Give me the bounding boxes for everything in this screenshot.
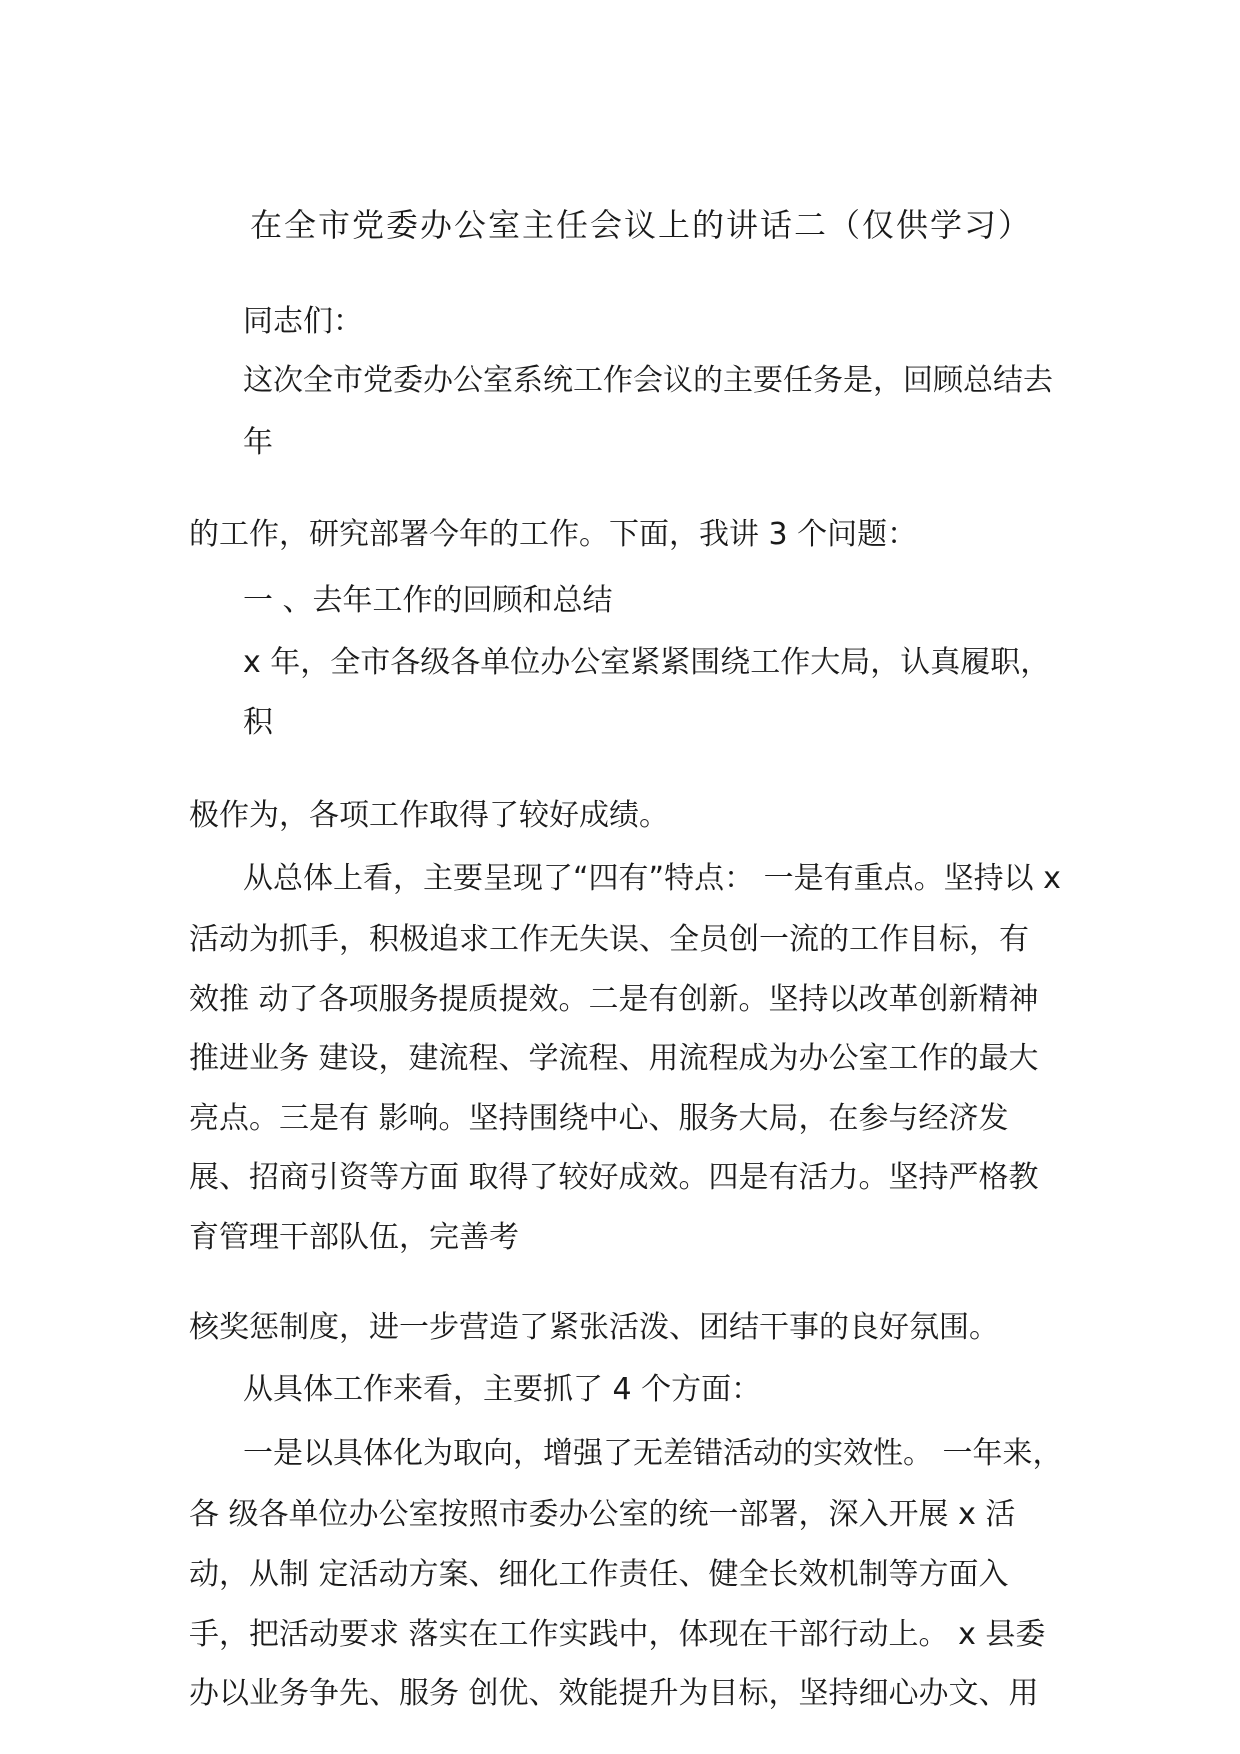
text-line: 的工作，研究部署今年的工作。下面，我讲 3 个问题：: [189, 517, 918, 552]
text-line: 育管理干部队伍，完善考: [189, 1220, 519, 1255]
text-line: 亮点。三是有 影响。坚持围绕中心、服务大局，在参与经济发: [189, 1101, 1009, 1136]
text-line: 这次全市党委办公室系统工作会议的主要任务是，回顾总结去: [243, 363, 1053, 398]
text-line: 展、招商引资等方面 取得了较好成效。四是有活力。坚持严格教: [189, 1160, 1039, 1195]
text-line: 核奖惩制度，进一步营造了紧张活泼、团结干事的良好氛围。: [189, 1310, 999, 1345]
section-heading: 一 、去年工作的回顾和总结: [243, 583, 613, 618]
text-line: 活动为抓手，积极追求工作无失误、全员创一流的工作目标，有: [189, 922, 1029, 957]
text-line: 年: [243, 425, 273, 460]
text-line: 办以业务争先、服务 创优、效能提升为目标，坚持细心办文、用: [189, 1676, 1039, 1711]
text-line: x 年，全市各级各单位办公室紧紧围绕工作大局，认真履职，: [243, 645, 1051, 680]
text-line: 动，从制 定活动方案、细化工作责任、健全长效机制等方面入: [189, 1557, 1009, 1592]
text-line: 从总体上看，主要呈现了“四有”特点： 一是有重点。坚持以 x: [243, 861, 1061, 896]
text-line: 各 级各单位办公室按照市委办公室的统一部署，深入开展 x 活: [189, 1497, 1016, 1532]
text-line: 极作为，各项工作取得了较好成绩。: [189, 798, 669, 833]
text-line: 积: [243, 705, 273, 740]
text-line: 同志们：: [243, 304, 363, 339]
text-line: 推进业务 建设，建流程、学流程、用流程成为办公室工作的最大: [189, 1041, 1039, 1076]
text-line: 手，把活动要求 落实在工作实践中，体现在干部行动上。 x 县委: [189, 1617, 1046, 1652]
document-title: 在全市党委办公室主任会议上的讲话二（仅供学习）: [250, 206, 1033, 244]
text-line: 效推 动了各项服务提质提效。二是有创新。坚持以改革创新精神: [189, 982, 1039, 1017]
text-line: 一是以具体化为取向，增强了无差错活动的实效性。 一年来，: [243, 1436, 1063, 1471]
text-line: 从具体工作来看，主要抓了 4 个方面：: [243, 1372, 762, 1407]
